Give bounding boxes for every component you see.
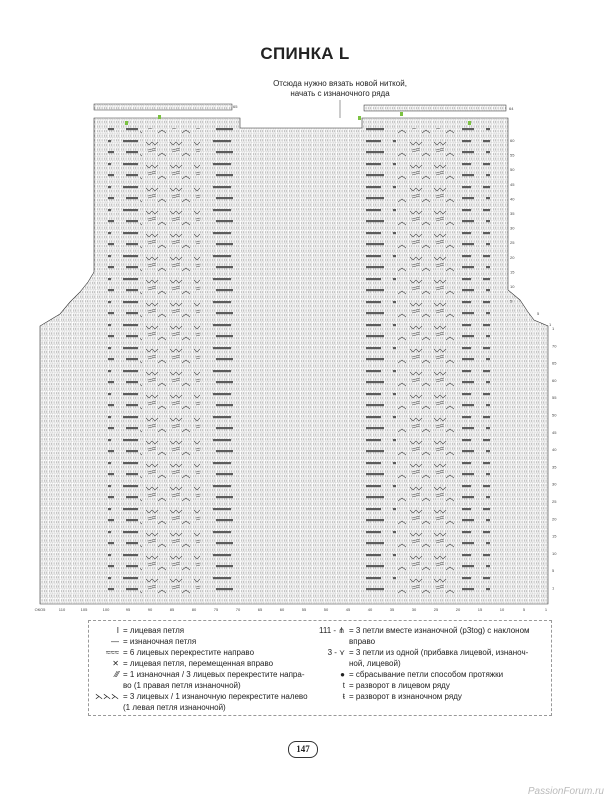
legend (88, 620, 552, 716)
legend-left-symbol: — (111, 637, 119, 646)
top-right-row-label: 64 (509, 106, 514, 111)
stitch-number-label: 1 (544, 607, 548, 612)
stitch-number-label: 60 (279, 607, 285, 612)
row-number-label: 35 (552, 464, 557, 470)
row-number-label: 15 (510, 269, 515, 275)
cable-column-1 (108, 128, 138, 598)
row-number-label: 5 (552, 568, 555, 574)
row-number-label: 45 (552, 429, 557, 435)
legend-right-symbol: t (342, 681, 345, 690)
stitch-number-label: 110 (58, 607, 66, 612)
legend-right-text: = 3 петли из одной (прибавка лицевой, изнаноч- (349, 648, 529, 657)
stitch-number-label: 35 (389, 607, 395, 612)
stitch-number-label: 80 (191, 607, 197, 612)
stitch-number-label: 25 (433, 607, 439, 612)
cable-column-2 (140, 128, 200, 598)
legend-left-symbol: I (116, 626, 119, 635)
legend-right-symbol: ŧ (342, 692, 345, 701)
row-number-label: 10 (552, 550, 557, 556)
armhole-mark-5: 5 (537, 311, 540, 316)
row-number-label: 10 (510, 284, 515, 289)
top-left-row-label: 65 (233, 104, 238, 109)
legend-left-text: = 6 лицевых перекрестите направо (123, 648, 255, 657)
row-number-label: 40 (552, 447, 557, 453)
legend-right-text: = разворот в изнаночном ряду (349, 692, 462, 701)
row-number-label: 5 (510, 298, 513, 304)
cable-column-5 (398, 128, 458, 598)
stitch-number-label: 75 (213, 607, 219, 612)
stitch-number-label: 15 (477, 607, 483, 612)
stitch-number-label: 90 (147, 607, 153, 612)
legend-left-text: = лицевая петля, перемещенная вправо (123, 659, 274, 668)
row-number-label: 45 (510, 181, 515, 187)
row-number-label: 70 (552, 343, 557, 349)
row-number-label: 55 (510, 152, 515, 158)
site-watermark: PassionForum.ru (527, 786, 604, 797)
row-number-label: 65 (552, 360, 557, 366)
page-title: СПИНКА L (260, 44, 350, 63)
row-number-label: 35 (510, 211, 515, 216)
stitch-number-label: 45 (345, 607, 351, 612)
row-number-label: 1 (552, 326, 555, 331)
legend-right-symbol: 111 - ⋔ (319, 626, 345, 635)
row-number-label: 60 (552, 377, 557, 383)
legend-right-text: вправо (349, 637, 376, 646)
stitch-number-label: 30 (411, 607, 417, 612)
legend-right-symbol: ● (340, 670, 345, 679)
row-number-label: 60 (510, 138, 515, 143)
stitch-number-label: 50 (323, 607, 329, 612)
row-number-label: 50 (552, 412, 557, 418)
row-number-label: 40 (510, 196, 515, 202)
stitch-number-label: 85 (169, 607, 175, 612)
row-number-label: 20 (510, 254, 515, 260)
legend-left-text: = 1 изнаночная / 3 лицевых перекрестите напра- (123, 670, 305, 679)
legend-right-text: = 3 петли вместе изнаночной (p3tog) с наклоном (349, 626, 530, 635)
row-number-label: 50 (510, 167, 515, 173)
row-number-label: 1 (552, 585, 555, 591)
stitch-number-label: 100 (102, 607, 110, 612)
row-number-label: 20 (552, 516, 557, 522)
legend-left-text: = лицевая петля (123, 626, 185, 635)
cable-column-4 (366, 128, 396, 598)
cable-column-6 (462, 128, 490, 598)
row-number-label: 15 (552, 533, 557, 539)
row-number-label: 25 (552, 499, 557, 504)
legend-left-symbol: ✕ (112, 659, 119, 668)
legend-left-text: = 3 лицевых / 1 изнаночную перекрестите налево (123, 692, 308, 701)
stitch-number-label: ОКО5 (34, 607, 46, 612)
stitch-number-labels (35, 607, 548, 612)
armhole-mark-1: 1 (549, 322, 552, 327)
legend-left-text: во (1 правая петля изнаночной) (123, 681, 241, 690)
stitch-number-label: 55 (301, 607, 307, 612)
stitch-number-label: 40 (367, 607, 373, 612)
row-number-label: 55 (552, 395, 557, 401)
stitch-number-label: 70 (235, 607, 241, 612)
stitch-number-label: 105 (80, 607, 88, 612)
legend-left-symbol: ≈≈≈ (105, 648, 119, 657)
row-number-label: 25 (510, 240, 515, 246)
stitch-number-label: 20 (455, 607, 461, 612)
page-number: 147 (288, 741, 318, 758)
cable-column-3 (205, 128, 233, 598)
row-number-label: 30 (552, 481, 557, 487)
legend-right-text: ной, лицевой) (349, 659, 401, 668)
legend-right-text: = разворот в лицевом ряду (349, 681, 450, 690)
legend-right-text: = сбрасывание петли способом протяжки (349, 670, 504, 679)
note-line-2: начать с изнаночного ряда (290, 89, 390, 98)
chart-top-left-strip (94, 104, 232, 110)
legend-right-symbol: 3 - ⋎ (327, 648, 345, 657)
legend-left-text: = изнаночная петля (123, 637, 197, 646)
legend-left-symbol: ⋋⋋⋋ (95, 692, 119, 701)
legend-left-symbol: ⁄⁄⁄ (114, 670, 119, 679)
chart-top-right-strip (364, 105, 506, 111)
row-number-label: 30 (510, 225, 515, 231)
stitch-number-label: 65 (257, 607, 263, 612)
stitch-number-label: 10 (499, 607, 505, 612)
note-line-1: Отсюда нужно вязать новой ниткой, (273, 79, 407, 88)
stitch-number-label: 5 (522, 607, 526, 612)
stitch-number-label: 95 (125, 607, 131, 612)
legend-left-text: (1 левая петля изнаночной) (123, 703, 226, 712)
